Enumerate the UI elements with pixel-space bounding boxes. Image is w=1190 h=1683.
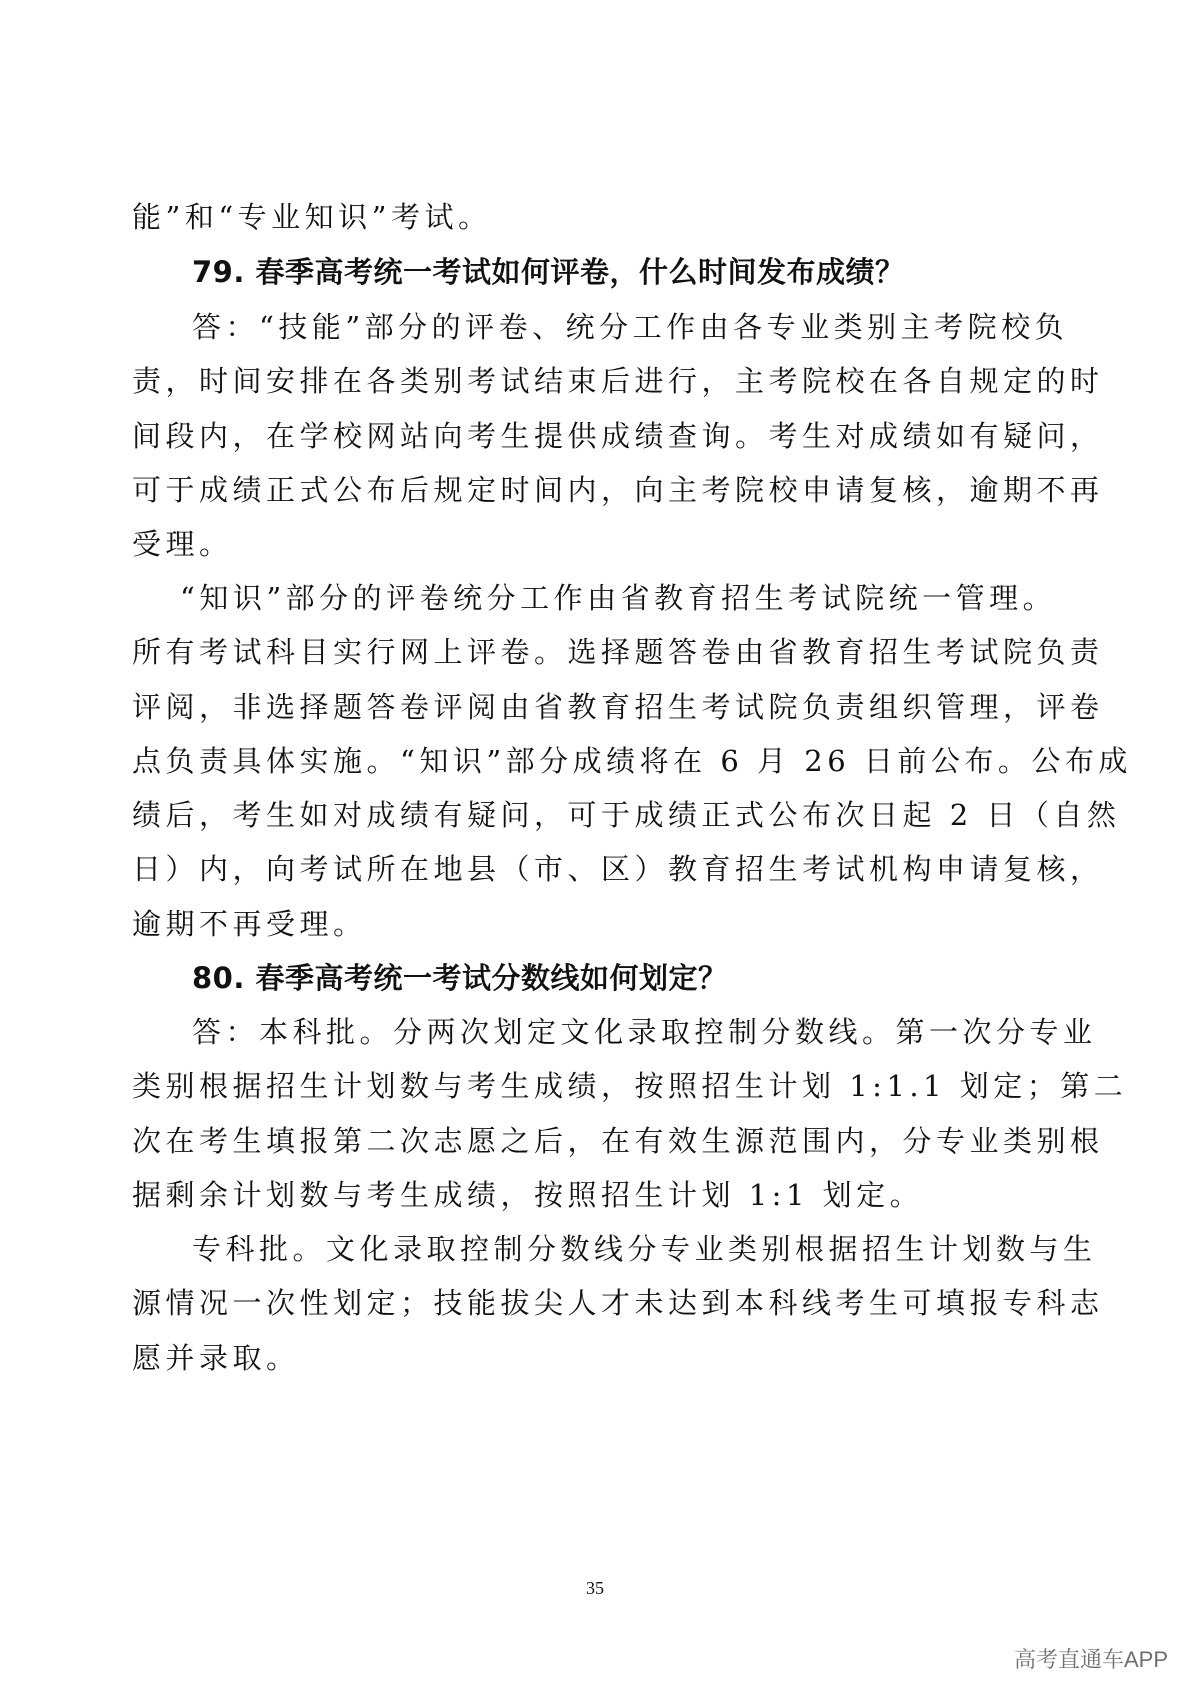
- paragraph-line: 受理。: [132, 527, 233, 561]
- paragraph-line: 间段内，在学校网站向考生提供成绩查询。考生对成绩如有疑问，: [132, 419, 1104, 453]
- paragraph-line: 责，时间安排在各类别考试结束后进行，主考院校在各自规定的时: [132, 364, 1104, 398]
- page-number: 35: [586, 1578, 604, 1598]
- paragraph-line: 答：本科批。分两次划定文化录取控制分数线。第一次分专业: [192, 1015, 1097, 1049]
- question-79-heading: 79. 春季高考统一考试如何评卷，什么时间发布成绩？: [192, 255, 905, 289]
- paragraph-line: 专科批。文化录取控制分数线分专业类别根据招生计划数与生: [192, 1232, 1097, 1266]
- paragraph-line: 类别根据招生计划数与考生成绩，按照招生计划 1:1.1 划定；第二: [132, 1069, 1128, 1103]
- paragraph-line: 答：“技能”部分的评卷、统分工作由各专业类别主考院校负: [192, 310, 1069, 344]
- paragraph-line: 所有考试科目实行网上评卷。选择题答卷由省教育招生考试院负责: [132, 635, 1104, 669]
- watermark-text: 高考直通车APP: [1013, 1647, 1168, 1672]
- paragraph-line: 愿并录取。: [132, 1341, 300, 1375]
- question-80-heading: 80. 春季高考统一考试分数线如何划定？: [192, 961, 728, 995]
- paragraph-line: “知识”部分的评卷统分工作由省教育招生考试院统一管理。: [180, 581, 1057, 615]
- paragraph-line: 评阅，非选择题答卷评阅由省教育招生考试院负责组织管理，评卷: [132, 690, 1104, 724]
- paragraph-line: 点负责具体实施。“知识”部分成绩将在 6 月 26 日前公布。公布成: [132, 744, 1132, 778]
- paragraph-line: 能”和“专业知识”考试。: [132, 200, 492, 234]
- paragraph-line: 逾期不再受理。: [132, 907, 367, 941]
- paragraph-line: 源情况一次性划定；技能拔尖人才未达到本科线考生可填报专科志: [132, 1286, 1104, 1320]
- paragraph-line: 据剩余计划数与考生成绩，按照招生计划 1:1 划定。: [132, 1178, 924, 1212]
- paragraph-line: 绩后，考生如对成绩有疑问，可于成绩正式公布次日起 2 日（自然: [132, 798, 1121, 832]
- paragraph-line: 次在考生填报第二次志愿之后，在有效生源范围内，分专业类别根: [132, 1124, 1104, 1158]
- paragraph-line: 可于成绩正式公布后规定时间内，向主考院校申请复核，逾期不再: [132, 473, 1104, 507]
- paragraph-line: 日）内，向考试所在地县（市、区）教育招生考试机构申请复核，: [132, 852, 1104, 886]
